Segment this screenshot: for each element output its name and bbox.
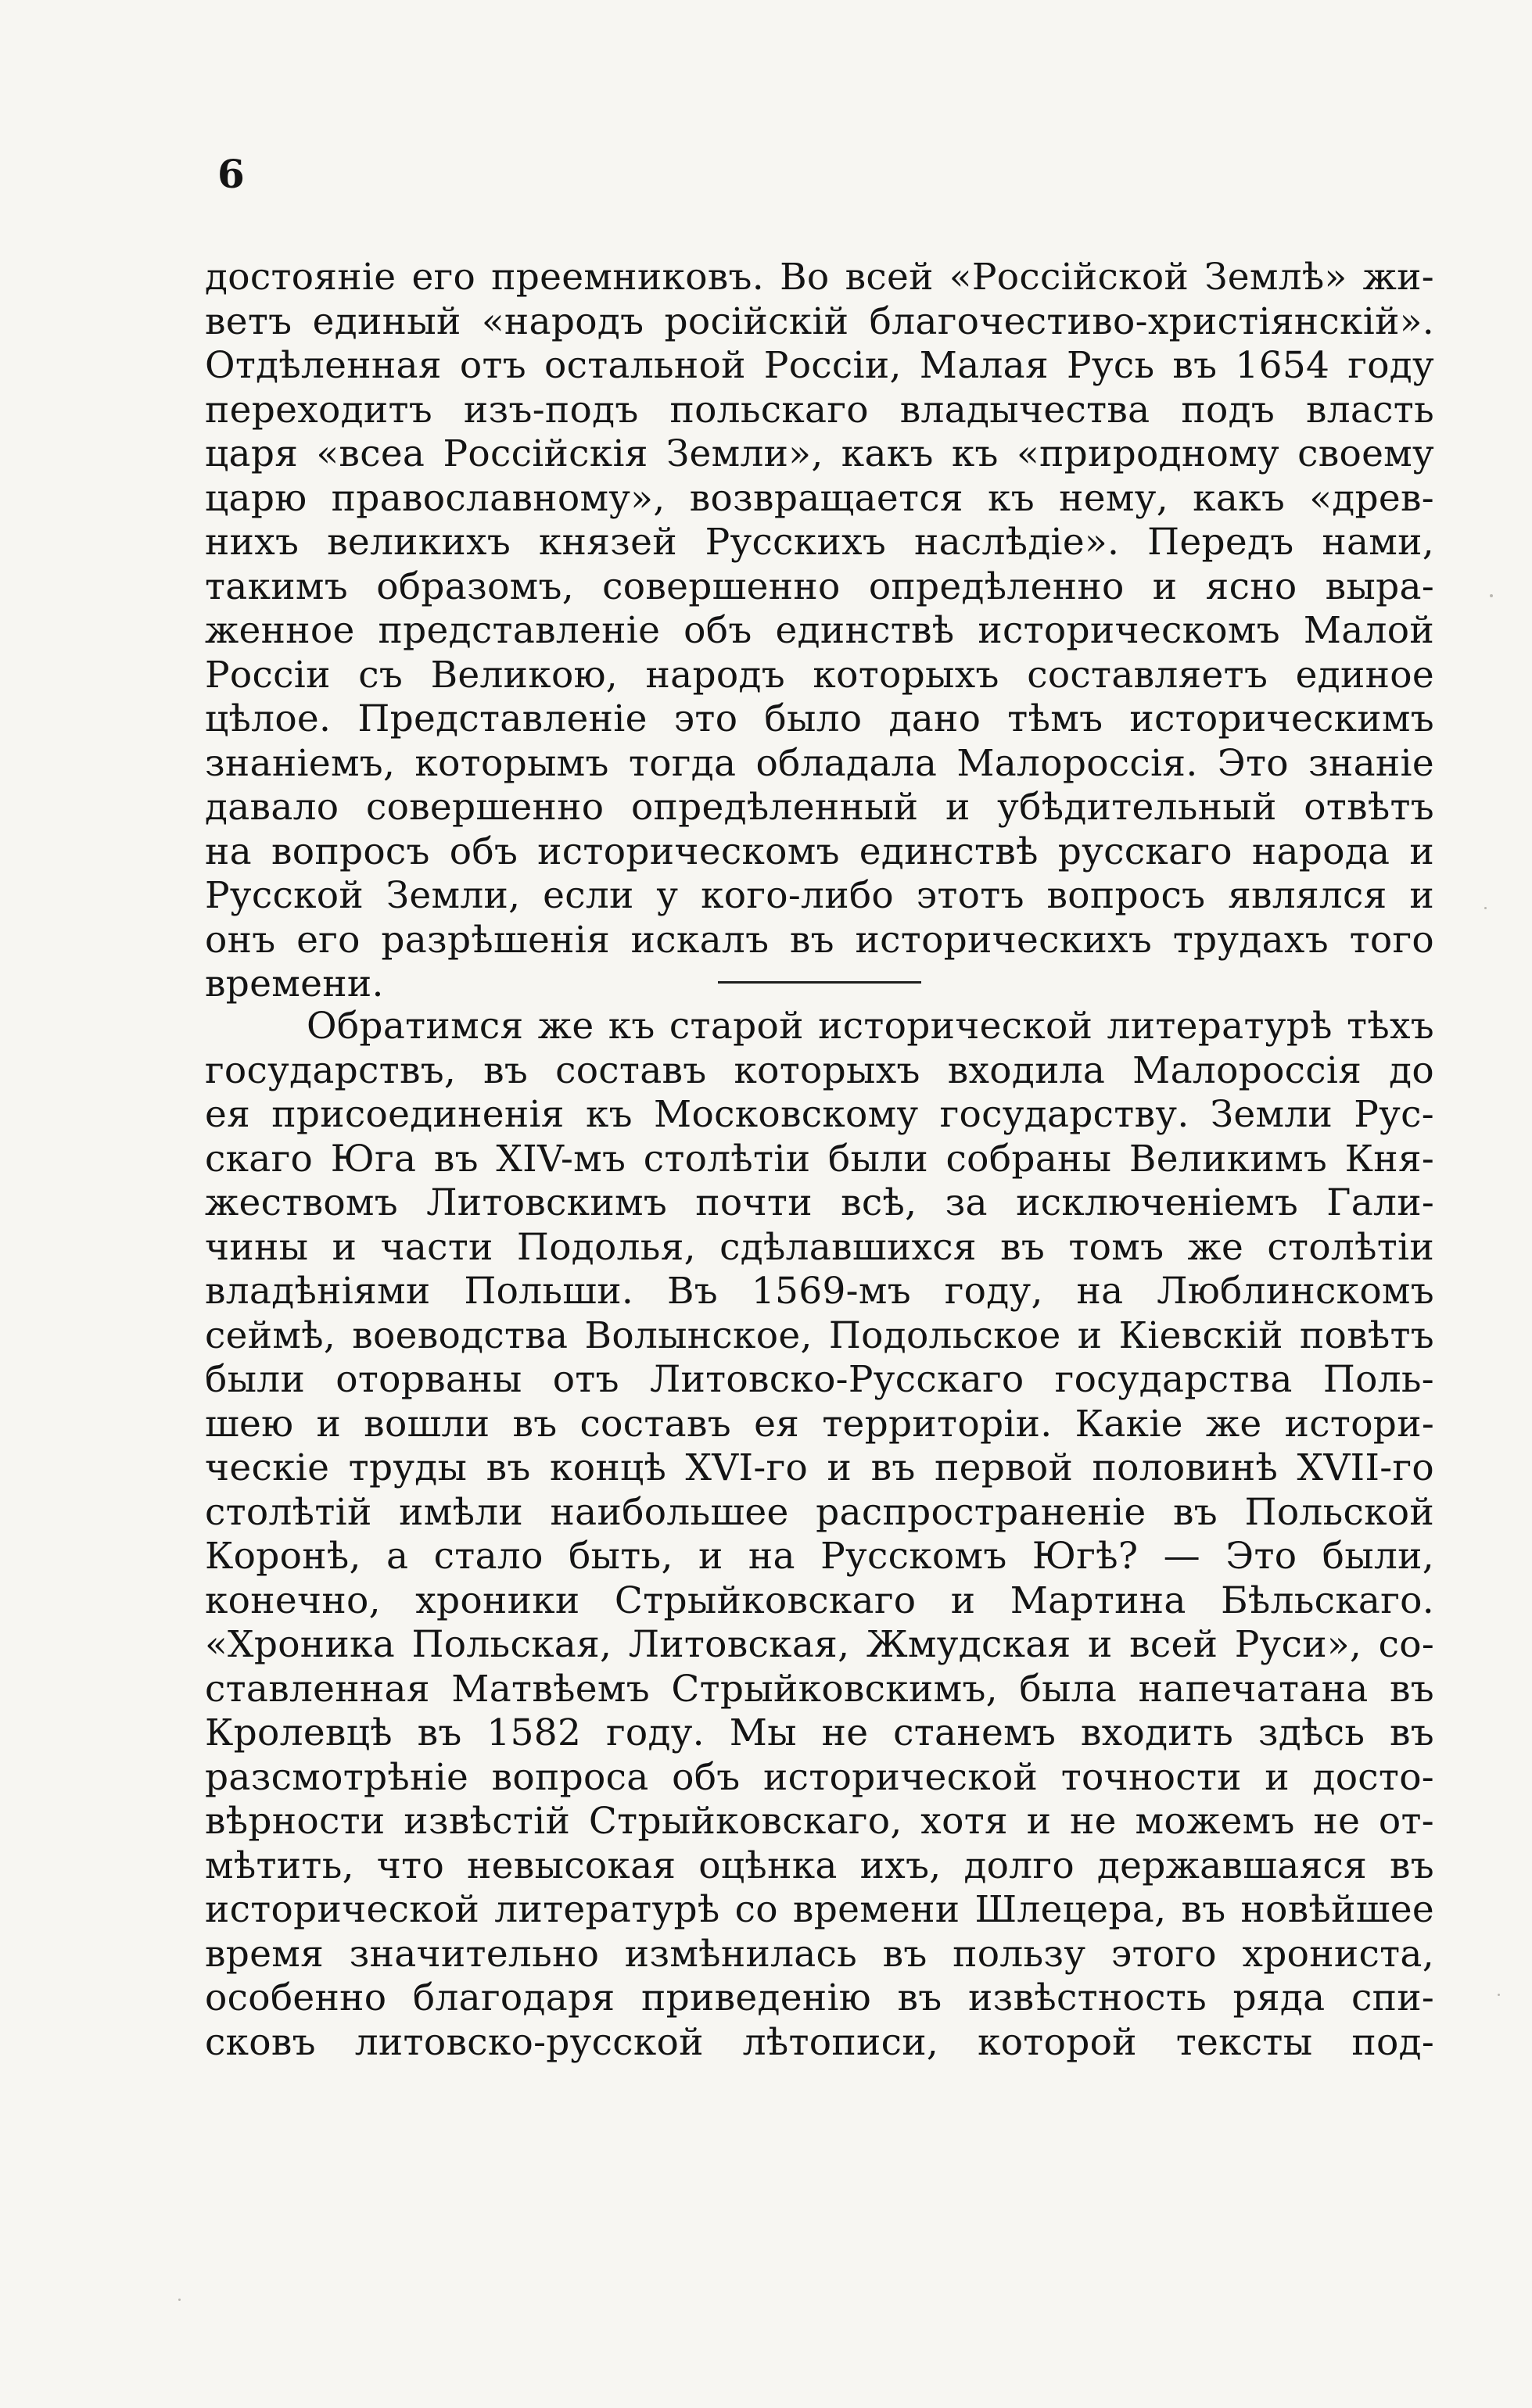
text-line: скаго Юга въ XIV-мъ столѣтіи были собраны Великимъ Кня- — [205, 1137, 1434, 1181]
text-line: владѣніями Польши. Въ 1569-мъ году, на Люблинскомъ — [205, 1270, 1434, 1313]
text-line: знаніемъ, которымъ тогда обладала Малороссія. Это знаніе — [205, 741, 1434, 785]
text-line: времени. — [205, 962, 384, 1005]
text-line: сеймѣ, воеводства Волынское, Подольское и Кіевскій повѣтъ — [205, 1313, 1434, 1357]
text-line: разсмотрѣніе вопроса объ исторической точности и досто- — [205, 1755, 1434, 1799]
text-line: царю православному», возвращается къ нему, какъ «древ- — [205, 476, 1434, 520]
scan-speck — [178, 2299, 181, 2301]
text-line: ческіе труды въ концѣ XVI-го и въ первой половинѣ XVII-го — [205, 1446, 1434, 1489]
text-line: время значительно измѣнилась въ пользу этого хрониста, — [205, 1932, 1434, 1976]
text-line: жествомъ Литовскимъ почти всѣ, за исключеніемъ Гали- — [205, 1181, 1434, 1224]
text-line: давало совершенно опредѣленный и убѣдительный отвѣтъ — [205, 786, 1434, 829]
text-line: шею и вошли въ составъ ея территоріи. Какіе же истори- — [205, 1402, 1434, 1446]
text-line: царя «всеа Россійскія Земли», какъ къ «природному своему — [205, 432, 1434, 475]
text-line: нихъ великихъ князей Русскихъ наслѣдіе». Передъ нами, — [205, 521, 1434, 564]
text-line: онъ его разрѣшенія искалъ въ историческихъ трудахъ того — [205, 918, 1434, 962]
text-line: особенно благодаря приведенію въ извѣстность ряда спи- — [205, 1976, 1434, 2019]
text-line: были оторваны отъ Литовско-Русскаго государства Поль- — [205, 1358, 1434, 1401]
text-line: достояніе его преемниковъ. Во всей «Россійской Землѣ» жи- — [205, 256, 1434, 299]
text-line: женное представленіе объ единствѣ историческомъ Малой — [205, 609, 1434, 652]
text-line: Коронѣ, а стало быть, и на Русскомъ Югѣ? — Это были, — [205, 1535, 1434, 1578]
text-line: ея присоединенія къ Московскому государству. Земли Рус- — [205, 1093, 1434, 1136]
text-line: «Хроника Польская, Литовская, Жмудская и всей Руси», со- — [205, 1623, 1434, 1666]
text-line: Отдѣленная отъ остальной Россіи, Малая Русь въ 1654 году — [205, 344, 1434, 387]
text-line: мѣтить, что невысокая оцѣнка ихъ, долго державшаяся въ — [205, 1844, 1434, 1887]
text-line: Русской Земли, если у кого-либо этотъ вопросъ являлся и — [205, 874, 1434, 917]
text-line: на вопросъ объ историческомъ единствѣ русскаго народа и — [205, 830, 1434, 873]
scan-speck — [1490, 594, 1493, 597]
text-line: конечно, хроники Стрыйковскаго и Мартина Бѣльскаго. — [205, 1578, 1434, 1622]
text-line: столѣтій имѣли наибольшее распространеніе въ Польской — [205, 1490, 1434, 1534]
text-line: чины и части Подолья, сдѣлавшихся въ томъ же столѣтіи — [205, 1225, 1434, 1269]
text-line: Кролевцѣ въ 1582 году. Мы не станемъ входить здѣсь въ — [205, 1711, 1434, 1754]
paragraph-2 — [205, 1005, 1434, 2065]
scan-speck — [1498, 1994, 1500, 1996]
text-line: государствъ, въ составъ которыхъ входила Малороссія до — [205, 1048, 1434, 1092]
text-line: вѣрности извѣстій Стрыйковскаго, хотя и не можемъ не от- — [205, 1800, 1434, 1843]
paragraph-1 — [205, 256, 1434, 1007]
text-line: исторической литературѣ со времени Шлецера, въ новѣйшее — [205, 1888, 1434, 1931]
text-line: цѣлое. Представленіе это было дано тѣмъ историческимъ — [205, 697, 1434, 740]
scan-speck — [1484, 907, 1487, 909]
text-line: переходитъ изъ-подъ польскаго владычества подъ власть — [205, 388, 1434, 432]
text-line: Обратимся же къ старой исторической литературѣ тѣхъ — [307, 1005, 1434, 1048]
text-line: ветъ единый «народъ російскій благочестиво-христіянскій». — [205, 299, 1434, 343]
text-line: ставленная Матвѣемъ Стрыйковскимъ, была напечатана въ — [205, 1667, 1434, 1711]
text-line: сковъ литовско-русской лѣтописи, которой тексты под- — [205, 2020, 1434, 2064]
section-divider — [718, 981, 921, 984]
text-line: такимъ образомъ, совершенно опредѣленно и ясно выра- — [205, 564, 1434, 608]
text-line: Россіи съ Великою, народъ которыхъ составляетъ единое — [205, 653, 1434, 697]
page-number: 6 — [217, 151, 245, 197]
